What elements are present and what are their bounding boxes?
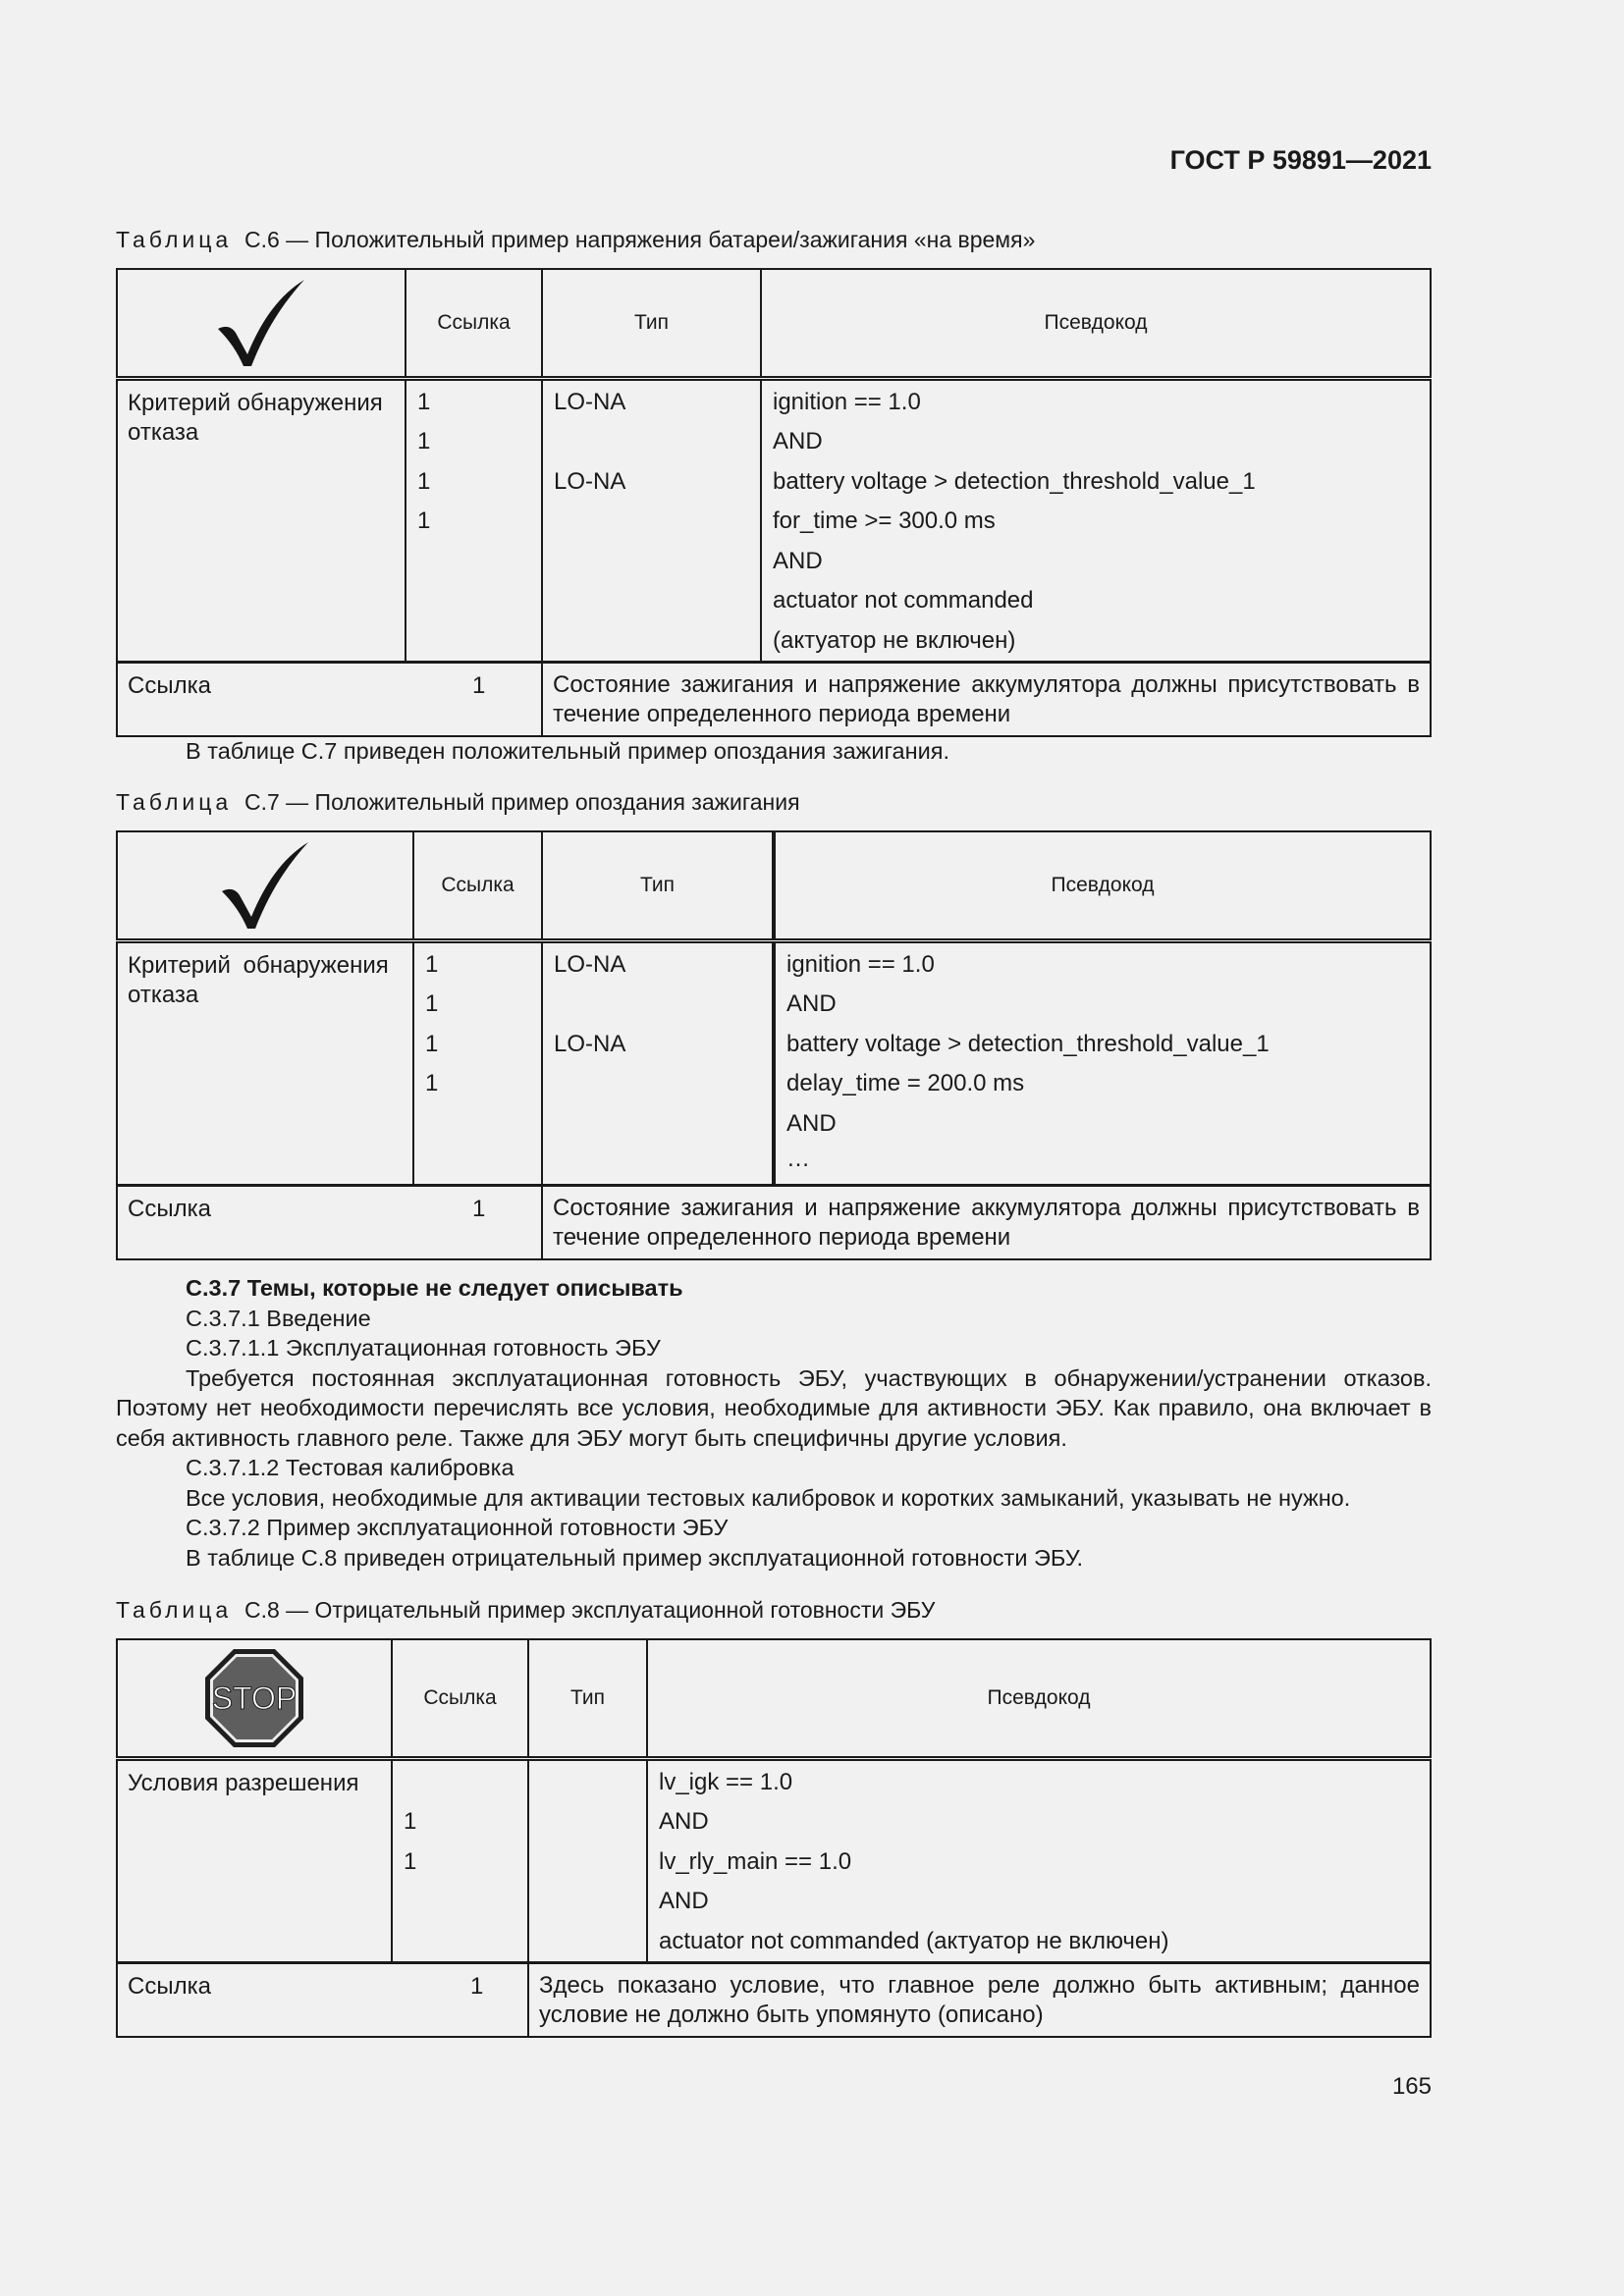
type-value [540, 1802, 646, 1842]
paragraph-text: Все условия, необходимые для активации тестовых калибровок и коротких замыканий, указывать не нужно. [186, 1484, 1351, 1511]
pseudo-line: delay_time = 200.0 ms [786, 1070, 1025, 1096]
pseudo-line: actuator not commanded [773, 587, 1034, 614]
type-value [554, 422, 760, 462]
ref-value: 1 [417, 388, 431, 415]
table-c6 [116, 268, 1432, 737]
type-value: LO-NA [554, 388, 626, 415]
footer-ref-number: 1 [472, 672, 486, 699]
type-value [554, 985, 772, 1025]
caption-text: С.7 — Положительный пример опоздания зажигания [244, 789, 800, 815]
ref-value [404, 1763, 527, 1803]
paragraph-text: С.3.7.1.2 Тестовая калибровка [186, 1455, 514, 1480]
footer-description: Здесь показано условие, что главное реле должно быть активным; данное условие не должно быть упомянуто (описано) [539, 1972, 1420, 2028]
paragraph-text: В таблице С.8 приведен отрицательный пример эксплуатационной готовности ЭБУ. [186, 1544, 1084, 1571]
ref-value: 1 [404, 1808, 417, 1835]
ref-value: 1 [417, 467, 431, 495]
ref-value [417, 542, 541, 582]
col-header-type: Тип [528, 1639, 647, 1758]
footer-ref-label: Ссылка [128, 1195, 211, 1222]
caption-word: Таблица [116, 1597, 233, 1623]
paragraph-text: Требуется постоянная эксплуатационная готовность ЭБУ, участвующих в обнаружении/устранении отказов. Поэтому нет необходимости перечислять все условия, необходимые для активности ЭБУ. Как правило, она включает в себя активность главного реле. Также для ЭБУ могут быть специфичны другие условия. [116, 1364, 1432, 1451]
type-value: LO-NA [554, 467, 626, 495]
type-value [554, 1144, 772, 1184]
page-number: 165 [1391, 2073, 1432, 2100]
paragraph-text: С.3.7.2 Пример эксплуатационной готовности ЭБУ [186, 1515, 729, 1540]
header-icon-cell [117, 269, 406, 378]
type-value [554, 1104, 772, 1145]
col-header-pseudo: Псевдокод [774, 831, 1431, 940]
type-value [540, 1763, 646, 1803]
stop-sign-text: STOP [211, 1680, 298, 1716]
row-label: Условия разрешения [128, 1769, 359, 1796]
pseudo-line: lv_rly_main == 1.0 [659, 1847, 852, 1875]
header-icon-cell [117, 1639, 392, 1758]
paragraph [116, 736, 1432, 767]
footer-ref-label: Ссылка [128, 672, 211, 699]
section-c3-7 [116, 1273, 1432, 1573]
paragraph-text: С.3.7.1 Введение [186, 1305, 371, 1331]
pseudo-line: battery voltage > detection_threshold_value_1 [773, 467, 1256, 495]
caption-text: С.8 — Отрицательный пример эксплуатационной готовности ЭБУ [244, 1597, 936, 1623]
ref-value: 1 [417, 507, 431, 534]
type-value: LO-NA [554, 950, 626, 978]
ref-value [417, 581, 541, 621]
type-value [554, 542, 760, 582]
pseudo-line: battery voltage > detection_threshold_value_1 [786, 1030, 1270, 1057]
col-header-pseudo: Псевдокод [761, 269, 1431, 378]
table-c7-caption [116, 789, 800, 816]
col-header-ref: Ссылка [406, 269, 542, 378]
col-header-type: Тип [542, 831, 774, 940]
type-value: LO-NA [554, 1030, 626, 1057]
type-value [554, 502, 760, 542]
pseudo-line: … [786, 1146, 810, 1172]
ref-value: 1 [425, 950, 439, 978]
caption-text: С.6 — Положительный пример напряжения батареи/зажигания «на время» [244, 227, 1036, 252]
row-label: Критерий обнаружения отказа [128, 389, 383, 446]
standard-designation: ГОСТ Р 59891—2021 [1169, 145, 1432, 175]
footer-description: Состояние зажигания и напряжение аккумулятора должны присутствовать в течение определенного периода времени [553, 671, 1420, 727]
pseudo-line: AND [773, 428, 823, 454]
ref-value [404, 1882, 527, 1922]
ref-value: 1 [417, 428, 431, 454]
pseudo-line: lv_igk == 1.0 [659, 1768, 793, 1795]
paragraph-text: В таблице С.7 приведен положительный пример опоздания зажигания. [186, 738, 949, 764]
pseudo-line: (актуатор не включен) [773, 626, 1016, 654]
col-header-pseudo: Псевдокод [647, 1639, 1431, 1758]
footer-ref-number: 1 [470, 1973, 484, 2000]
ref-value: 1 [425, 990, 439, 1017]
pseudo-line: AND [773, 547, 823, 574]
type-value [540, 1842, 646, 1883]
header-icon-cell [117, 831, 413, 940]
ref-value: 1 [425, 1070, 439, 1096]
table-c7 [116, 830, 1432, 1260]
table-c6-caption [116, 227, 1035, 253]
caption-word: Таблица [116, 789, 233, 815]
type-value [540, 1922, 646, 1962]
table-c8-caption [116, 1597, 935, 1624]
col-header-ref: Ссылка [413, 831, 542, 940]
pseudo-line: AND [786, 990, 837, 1017]
pseudo-line: ignition == 1.0 [786, 950, 935, 978]
checkmark-icon [214, 278, 308, 368]
pseudo-line: actuator not commanded (актуатор не включен) [659, 1927, 1169, 1954]
table-c8 [116, 1638, 1432, 2038]
footer-description: Состояние зажигания и напряжение аккумулятора должны присутствовать в течение определенного периода времени [553, 1194, 1420, 1251]
paragraph-text: С.3.7.1.1 Эксплуатационная готовность ЭБУ [186, 1335, 661, 1361]
stop-sign-icon [203, 1647, 305, 1749]
footer-ref-number: 1 [472, 1195, 486, 1222]
pseudo-line: AND [659, 1808, 709, 1835]
type-value [554, 581, 760, 621]
col-header-ref: Ссылка [392, 1639, 528, 1758]
ref-value [417, 621, 541, 662]
footer-ref-label: Ссылка [128, 1973, 211, 2000]
type-value [554, 621, 760, 662]
ref-value [425, 1144, 541, 1184]
col-header-type: Тип [542, 269, 761, 378]
ref-value: 1 [404, 1847, 417, 1875]
type-value [540, 1882, 646, 1922]
caption-word: Таблица [116, 227, 233, 252]
checkmark-icon [218, 840, 312, 931]
pseudo-line: for_time >= 300.0 ms [773, 507, 996, 534]
ref-value: 1 [425, 1030, 439, 1057]
ref-value [404, 1922, 527, 1962]
pseudo-line: ignition == 1.0 [773, 388, 921, 415]
pseudo-line: AND [659, 1888, 709, 1914]
row-label: Критерий обнаружения отказа [128, 951, 389, 1008]
type-value [554, 1064, 772, 1104]
pseudo-line: AND [786, 1109, 837, 1137]
ref-value [425, 1104, 541, 1145]
section-heading: С.3.7 Темы, которые не следует описывать [186, 1275, 683, 1301]
